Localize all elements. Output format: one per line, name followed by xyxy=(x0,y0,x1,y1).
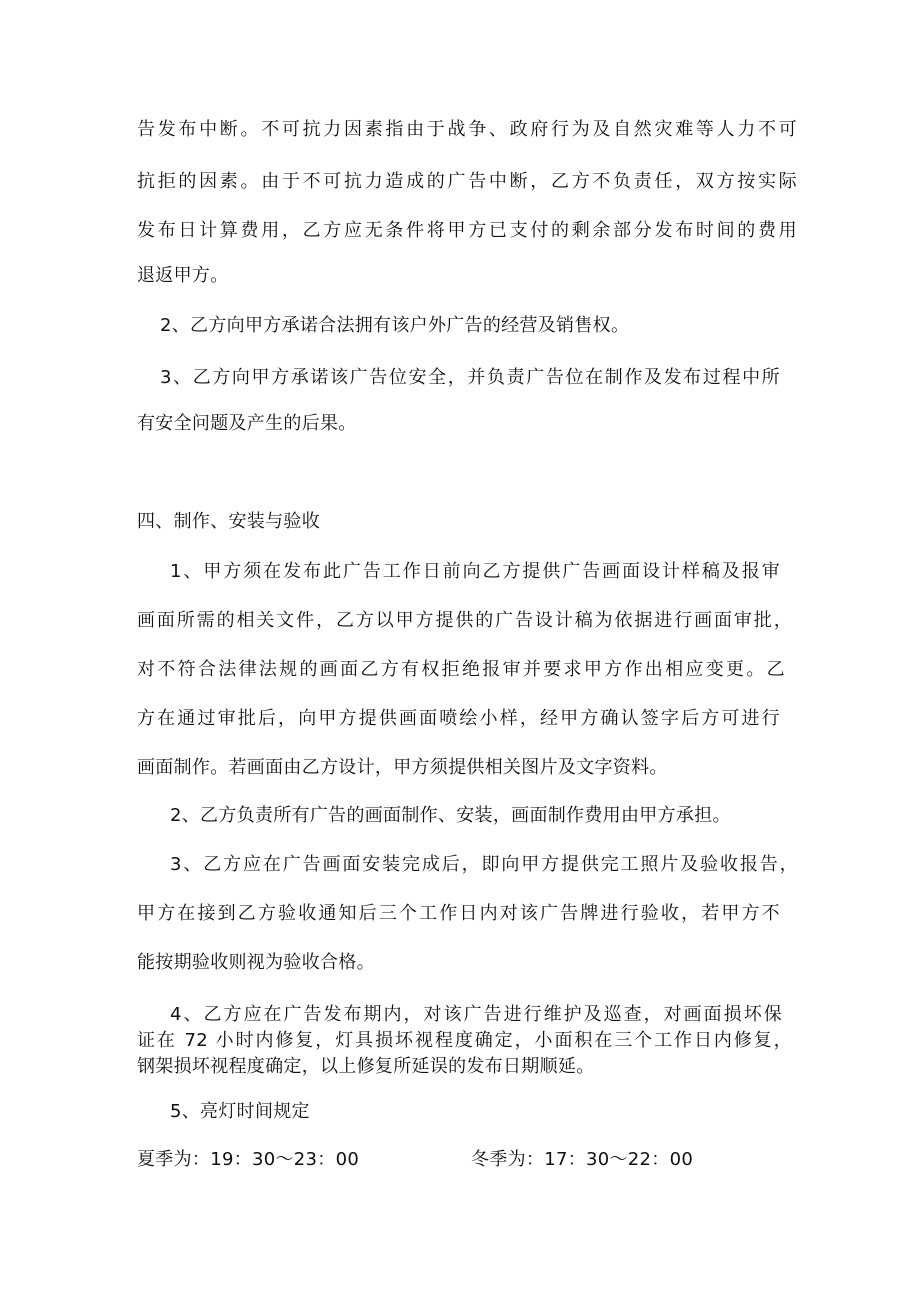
clause-1-line-1: 1、甲方须在发布此广告工作日前向乙方提供广告画面设计样稿及报审 xyxy=(170,561,780,582)
clause-3-line-1: 3、乙方应在广告画面安装完成后，即向甲方提供完工照片及验收报告， xyxy=(170,854,798,875)
section-4-heading: 四、制作、安装与验收 xyxy=(137,511,320,532)
item-3-line-2: 有安全问题及产生的后果。 xyxy=(137,413,357,434)
clause-4-line-3: 钢架损坏视程度确定，以上修复所延误的发布日期顺延。 xyxy=(137,1056,595,1077)
force-majeure-line-3: 发布日计算费用，乙方应无条件将甲方已支付的剩余部分发布时间的费用 xyxy=(137,220,797,241)
clause-4-line-1: 4、乙方应在广告发布期内，对该广告进行维护及巡查，对画面损坏保 xyxy=(170,1004,782,1025)
clause-3-line-2: 甲方在接到乙方验收通知后三个工作日内对该广告牌进行验收，若甲方不 xyxy=(137,903,780,924)
summer-lighting-hours: 夏季为：19：30～23：00 xyxy=(137,1149,360,1170)
winter-lighting-hours: 冬季为：17：30～22：00 xyxy=(471,1149,694,1170)
clause-3-line-3: 能按期验收则视为验收合格。 xyxy=(137,952,375,973)
clause-5-title: 5、亮灯时间规定 xyxy=(170,1101,310,1122)
item-3-line-1: 3、乙方向甲方承诺该广告位安全，并负责广告位在制作及发布过程中所 xyxy=(160,367,780,388)
force-majeure-line-4: 退返甲方。 xyxy=(137,265,229,286)
clause-1-line-2: 画面所需的相关文件，乙方以甲方提供的广告设计稿为依据进行画面审批， xyxy=(137,610,792,631)
clause-1-line-5: 画面制作。若画面由乙方设计，甲方须提供相关图片及文字资料。 xyxy=(137,757,668,778)
force-majeure-line-2: 抗拒的因素。由于不可抗力造成的广告中断，乙方不负责任，双方按实际 xyxy=(137,171,797,192)
item-2-line-1: 2、乙方向甲方承诺合法拥有该户外广告的经营及销售权。 xyxy=(160,315,630,336)
clause-1-line-3: 对不符合法律法规的画面乙方有权拒绝报审并要求甲方作出相应变更。乙 xyxy=(137,659,785,680)
force-majeure-line-1: 告发布中断。不可抗力因素指由于战争、政府行为及自然灾难等人力不可 xyxy=(137,119,797,140)
clause-1-line-4: 方在通过审批后，向甲方提供画面喷绘小样，经甲方确认签字后方可进行 xyxy=(137,708,780,729)
clause-2-line-1: 2、乙方负责所有广告的画面制作、安装，画面制作费用由甲方承担。 xyxy=(170,805,731,826)
clause-4-line-2: 证在 72 小时内修复，灯具损坏视程度确定，小面积在三个工作日内修复， xyxy=(137,1030,792,1051)
